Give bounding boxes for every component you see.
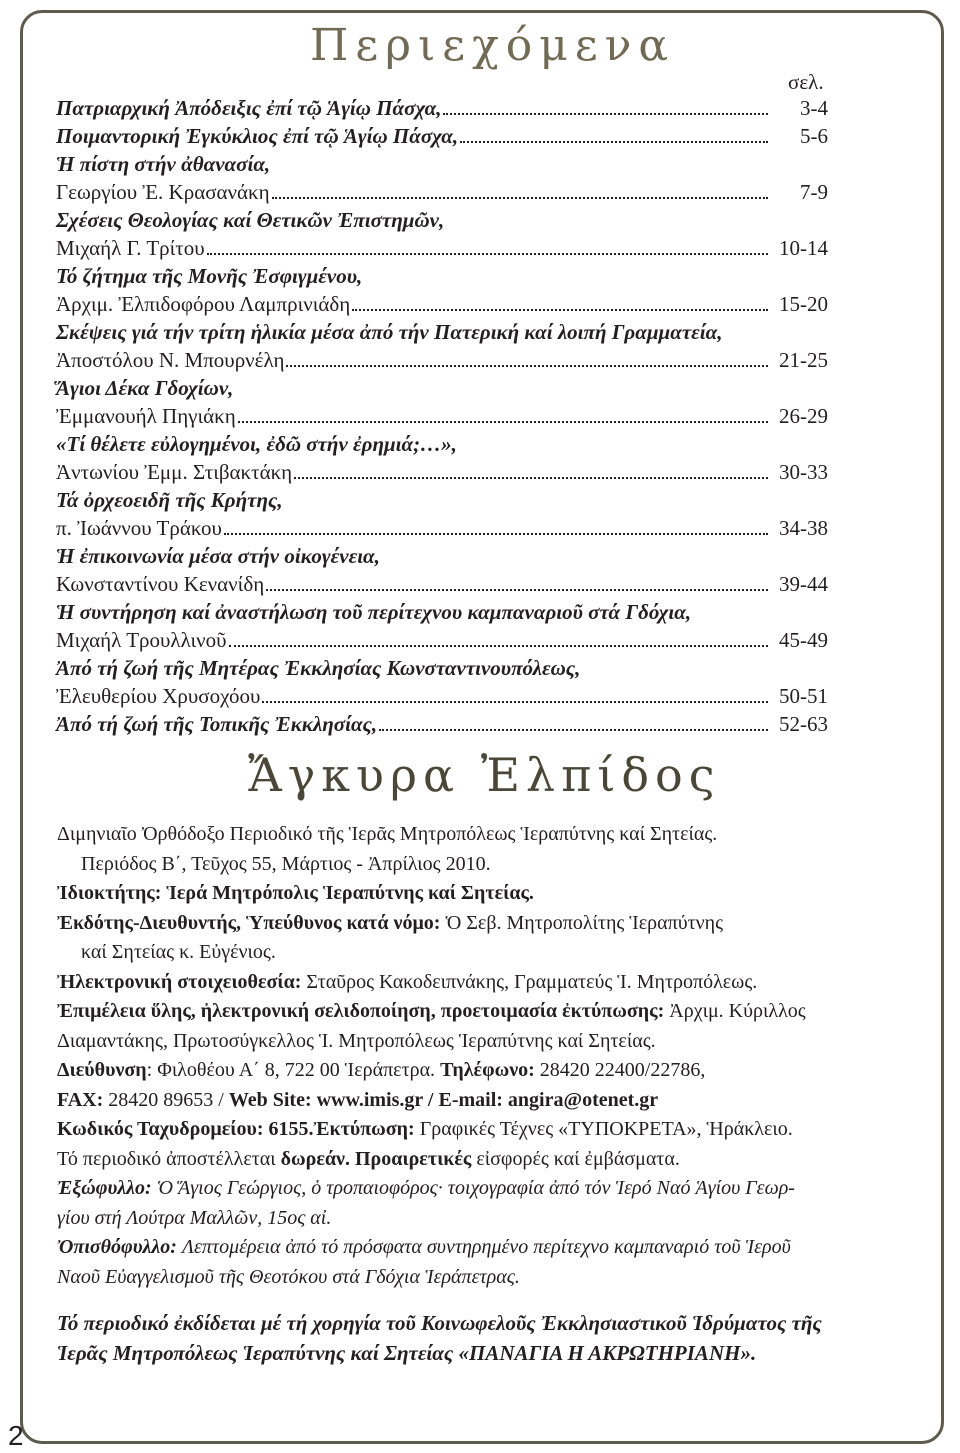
editing-line-cont: Διαμαντάκης, Πρωτοσύγκελλος Ἱ. Μητροπόλεως Ἱεραπύτνης καί Σητείας. [57,1029,656,1052]
toc-entry [56,710,828,738]
toc-pages: 45-49 [779,628,828,652]
toc-author: Μιχαήλ Γ. Τρίτου [56,236,205,260]
toc-title: Ἡ συντήρηση καί ἀναστήλωση τοῦ περίτεχνου καμπαναριοῦ στά Γδόχια, [56,600,692,624]
dot-leader [460,140,768,143]
toc-title: Ἅγιοι Δέκα Γδοχίων, [56,376,234,400]
toc-title: Τό ζήτημα τῆς Μονῆς Ἐσφιγμένου, [56,264,363,288]
toc-pages: 5-6 [800,124,828,148]
toc-pages: 21-25 [779,348,828,372]
toc-author: π. Ἰωάννου Τράκου [56,516,222,540]
toc-entry [56,122,828,150]
owner-line: Ἰδιοκτήτης: Ἱερά Μητρόπολις Ἱεραπύτνης καί Σητείας. [57,882,534,904]
toc-author: Ἐλευθερίου Χρυσοχόου [56,684,261,708]
toc-pages: 3-4 [800,96,828,120]
toc-entry [56,598,828,654]
editing-line: Ἐπιμέλεια ὕλης, ἠλεκτρονική σελιδοποίηση, προετοιμασία ἐκτύπωσης: Ἀρχιμ. Κύριλλος [57,1000,806,1022]
cover-line: Ἐξώφυλλο: Ὁ Ἅγιος Γεώργιος, ὁ τροπαιοφόρος· τοιχογραφία ἀπό τόν Ἱερό Ναό Ἁγίου Γεωρ- [57,1177,795,1199]
toc-title: Πατριαρχική Ἀπόδειξις ἐπί τῷ Ἁγίῳ Πάσχα, [56,96,442,120]
toc-pages: 50-51 [779,684,828,708]
back-cover-line-cont: Ναοῦ Εὐαγγελισμοῦ τῆς Θεοτόκου στά Γδόχια Ἱεράπετρας. [57,1265,520,1288]
toc-entry [56,318,828,374]
toc-title: Σκέψεις γιά τήν τρίτη ἡλικία μέσα ἀπό τήν Πατερική καί λοιπή Γραμματεία, [56,320,723,344]
toc-author: Ἀποστόλου Ν. Μπουρνέλη [56,348,285,372]
toc-title: Ἀπό τή ζωή τῆς Μητέρας Ἐκκλησίας Κωνσταντινουπόλεως, [56,656,581,680]
toc-author: Γεωργίου Ἐ. Κρασανάκη [56,180,270,204]
toc-pages: 39-44 [779,572,828,596]
dot-leader [352,308,768,311]
toc-entry [56,486,828,542]
toc-entry [56,542,828,598]
toc-pages: 30-33 [779,460,828,484]
toc-pages: 10-14 [779,236,828,260]
dot-leader [294,476,768,479]
toc-author: Κωνσταντίνου Κενανίδη [56,572,265,596]
toc-pages: 15-20 [779,292,828,316]
toc-author: Ἐμμανουήλ Πηγιάκη [56,404,236,428]
toc-title: Ἡ ἐπικοινωνία μέσα στήν οἰκογένεια, [56,544,380,568]
toc-entry [56,262,828,318]
toc-title: Τά ὀρχεοειδῆ τῆς Κρήτης, [56,488,283,512]
toc-title: Ἀπό τή ζωή τῆς Τοπικῆς Ἐκκλησίας, [56,712,378,736]
page-number: 2 [8,1420,24,1451]
toc-title: Σχέσεις Θεολογίας καί Θετικῶν Ἐπιστημῶν, [56,208,445,232]
cover-line-cont: γίου στή Λούτρα Μαλλῶν, 15ος αἰ. [57,1206,332,1229]
typesetting-line: Ἠλεκτρονική στοιχειοθεσία: Σταῦρος Κακοδειπνάκης, Γραμματεύς Ἱ. Μητροπόλεως. [57,970,758,993]
toc-author: Μιχαήλ Τρουλλινοῦ [56,628,227,652]
imprint-block [57,820,907,1292]
dot-leader [266,588,768,591]
toc-pages: 52-63 [779,712,828,736]
dot-leader [272,196,768,199]
page-column-label: σελ. [788,70,824,94]
dot-leader [443,112,768,115]
magazine-masthead: Ἄγκυρα Ἐλπίδος [248,748,721,802]
issue-line: Περιόδος Β΄, Τεῦχος 55, Μάρτιος - Ἀπρίλιος 2010. [81,852,491,875]
toc-entry [56,206,828,262]
publisher-line-cont: καί Σητείας κ. Εὐγένιος. [81,941,276,963]
table-of-contents [56,94,828,738]
toc-pages: 34-38 [779,516,828,540]
publisher-line: Ἐκδότης-Διευθυντής, Ὑπεύθυνος κατά νόμο: Ὁ Σεβ. Μητροπολίτης Ἱεραπύτνης [57,911,724,934]
page-title: Περιεχόμενα [310,20,676,71]
dot-leader [207,252,768,255]
toc-pages: 7-9 [800,180,828,204]
dot-leader [379,728,768,731]
toc-entry [56,94,828,122]
imprint-line: Διμηνιαῖο Ὀρθόδοξο Περιοδικό τῆς Ἱερᾶς Μητροπόλεως Ἱεραπύτνης καί Σητείας. [57,823,718,845]
sponsorship-line: Ἱερᾶς Μητροπόλεως Ἱεραπύτνης καί Σητείας «ΠΑΝΑΓΙΑ Η ΑΚΡΩΤΗΡΙΑΝΗ». [57,1341,757,1365]
postcode-line: Κωδικός Ταχυδρομείου: 6155.Ἐκτύπωση: Γραφικές Τέχνες «ΤΥΠΟΚΡΕΤΑ», Ἡράκλειο. [57,1118,793,1140]
toc-entry [56,430,828,486]
sponsorship-note [57,1308,907,1368]
toc-title: Ἡ πίστη στήν ἀθανασία, [56,152,271,176]
sponsorship-line: Τό περιοδικό ἐκδίδεται μέ τή χορηγία τοῦ Κοινωφελοῦς Ἐκκλησιαστικοῦ Ἱδρύματος τῆς [57,1311,822,1335]
toc-title: «Τί θέλετε εὐλογημένοι, ἐδῶ στήν ἐρημιά;…», [56,432,457,456]
toc-title: Ποιμαντορική Ἐγκύκλιος ἐπί τῷ Ἁγίῳ Πάσχα, [56,124,459,148]
distribution-line: Τό περιοδικό ἀποστέλλεται δωρεάν. Προαιρετικές εἰσφορές καί ἐμβάσματα. [57,1147,680,1170]
back-cover-line: Ὀπισθόφυλλο: Λεπτομέρεια ἀπό τό πρόσφατα συντηρημένο περίτεχνο καμπαναριό τοῦ Ἱεροῦ [57,1236,791,1258]
address-line: Διεύθυνση: Φιλοθέου Α΄ 8, 722 00 Ἱεράπετρα. Τηλέφωνο: 28420 22400/22786, [57,1059,706,1081]
dot-leader [229,644,768,647]
dot-leader [262,700,768,703]
dot-leader [286,364,768,367]
toc-pages: 26-29 [779,404,828,428]
toc-author: Ἀντωνίου Ἐμμ. Στιβακτάκη [56,460,293,484]
toc-entry [56,374,828,430]
dot-leader [238,420,768,423]
toc-entry [56,654,828,710]
toc-author: Ἀρχιμ. Ἐλπιδοφόρου Λαμπρινιάδη [56,292,351,316]
toc-entry [56,150,828,206]
dot-leader [224,532,768,535]
contact-line: FAX: 28420 89653 / Web Site: www.imis.gr / E-mail: angira@otenet.gr [57,1088,659,1111]
